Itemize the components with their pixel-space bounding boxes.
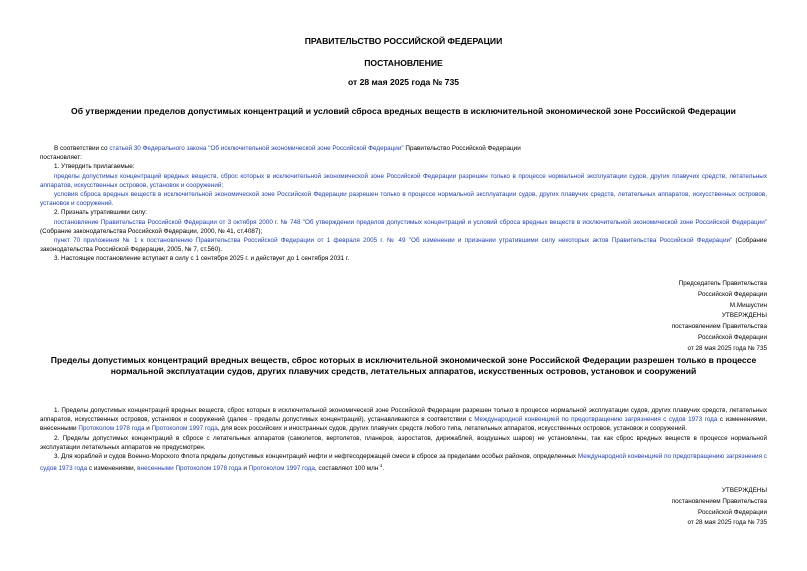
approved2-by: постановлением Правительства [671, 497, 767, 505]
item-2b-source: (Собрание законодательства Российской Федерации, 2005, № 7, ст.560). [40, 237, 767, 254]
p1-text-a: 1. Пределы допустимых концентраций вредных веществ, сброс которых в исключительной экономической зоне Российской Федерации разрешен только в процессе нормальной эксплуатации судов, других плавучих средств, летательных аппаратов, искусственных островов, установок и сооружений (далее - пределы допустимых концентраций), устанавливаются в соответствии с [40, 407, 767, 424]
p3-text-b: с изменениями, [87, 465, 138, 473]
approved-block-2 [40, 486, 767, 529]
protocol-1997-link-2[interactable]: Протоколом 1997 года [248, 465, 315, 473]
section-title: Пределы допустимых концентраций вредных веществ, сброс которых в исключительной экономической зоне Российской Федерации разрешен только в процессе нормальной эксплуатации судов, других плавучих средств, летательных аппаратов, искусственных островов, установок и сооружений [50, 355, 757, 376]
protocol-1978-link-2[interactable]: внесенными Протоколом 1978 года [137, 465, 242, 473]
marpol-link-2[interactable]: Международной конвенцией по предотвращению загрязнения с судов 1973 года [40, 453, 767, 473]
item-2a [40, 218, 767, 236]
p1-text-d: , для всех российских и иностранных судов, других плавучих средств любого типа, летательных аппаратов, искусственных островов, установок и сооружений. [217, 425, 687, 433]
approved-date: от 28 мая 2025 года № 735 [687, 344, 767, 352]
document-date-number: от 28 мая 2025 года № 735 [347, 77, 460, 87]
item-2a-source: (Собрание законодательства Российской Федерации, 2000, № 41, ст.4087); [40, 227, 263, 235]
p1-text-c: и [144, 425, 152, 433]
document-type: ПОСТАНОВЛЕНИЕ [364, 58, 443, 68]
p3-text-a: 3. Для кораблей и судов Военно-Морского Флота пределы допустимых концентраций нефти и нефтесодержащей смеси в сбросе за пределами особых районов, определенных [54, 453, 578, 461]
approved-by: постановлением Правительства [671, 323, 767, 331]
signature-name: М.Мишустин [729, 301, 767, 309]
section-body [40, 406, 767, 474]
section-paragraph-3 [40, 452, 767, 474]
p3-superscript: -1 [378, 463, 383, 469]
section-paragraph-1 [40, 406, 767, 434]
item-1: 1. Утвердить прилагаемые: [54, 163, 135, 171]
approved-country: Российской Федерации [698, 333, 767, 341]
p3-text-c: и [241, 465, 249, 473]
law-article-link[interactable]: статьей 30 Федерального закона "Об исключительной экономической зоне Российской Федерации" [109, 145, 404, 152]
signature-position: Председатель Правительства [678, 280, 767, 287]
approved2-country: Российской Федерации [698, 508, 767, 516]
intro-post: Правительство Российской Федерации [403, 145, 521, 152]
p3-text-d: , составляют 100 млн [314, 465, 379, 473]
protocol-1978-link[interactable]: Протоколом 1978 года [78, 425, 145, 433]
item-2b-link[interactable]: пункт 70 приложения № 1 к постановлению Правительства Российской Федерации от 1 февраля 2005 г. № 49 "Об изменении и признании утратившими силу некоторых актов Правительства Российской Федерации" [54, 237, 733, 245]
protocol-1997-link[interactable]: Протоколом 1997 года [151, 425, 218, 433]
signature-block [40, 279, 767, 355]
item-2: 2. Признать утратившими силу: [54, 209, 147, 217]
approved2-label: УТВЕРЖДЕНЫ [721, 487, 767, 494]
signature-country: Российской Федерации [698, 290, 767, 298]
approved-label: УТВЕРЖДЕНЫ [721, 312, 767, 320]
document-title: Об утверждении пределов допустимых концентраций и условий сброса вредных веществ в исключительной экономической зоне Российской Федерации [71, 106, 736, 116]
item-2a-link[interactable]: постановление Правительства Российской Федерации от 3 октября 2000 г. № 748 "Об утверждении пределов допустимых концентраций и условий сброса вредных веществ в исключительной экономической зоне Российской Федерации" [54, 218, 767, 226]
item-1a-link[interactable]: пределы допустимых концентраций вредных веществ, сброс которых в исключительной экономической зоне Российской Федерации разрешен только в процессе нормальной эксплуатации судов, других плавучих средств, летательных аппаратов, искусственных островов, установок и сооружений; [40, 172, 767, 189]
section-paragraph-2: 2. Пределы допустимых концентраций в сбросе с летательных аппаратов (самолетов, вертолетов, планеров, аэростатов, дирижаблей, воздушных шаров) не установлены, так как сброс вредных веществ в процессе нормальной эксплуатации летательных аппаратов не предусмотрен. [40, 434, 767, 451]
item-1b-link[interactable]: условия сброса вредных веществ в исключительной экономической зоне Российской Федерации разрешен только в процессе нормальной эксплуатации судов, других плавучих средств, летательных аппаратов, искусственных островов, установок и сооружений. [40, 191, 767, 208]
item-3: 3. Настоящее постановление вступает в силу с 1 сентября 2025 г. и действует до 1 сентября 2031 г. [54, 255, 350, 263]
marpol-link[interactable]: Международной конвенцией по предотвращению загрязнения с судов 1973 года [474, 416, 718, 424]
intro-pre: В соответствии со [54, 145, 110, 152]
item-2b [40, 236, 767, 254]
p3-text-e: . [382, 465, 385, 473]
intro-paragraph [40, 144, 767, 153]
p1-text-b: с изменениями, внесенными [40, 416, 767, 433]
government-heading: ПРАВИТЕЛЬСТВО РОССИЙСКОЙ ФЕДЕРАЦИИ [304, 36, 503, 46]
approved2-date: от 28 мая 2025 года № 735 [687, 519, 767, 527]
decree-body [40, 144, 767, 264]
decides-text: постановляет: [40, 154, 82, 162]
